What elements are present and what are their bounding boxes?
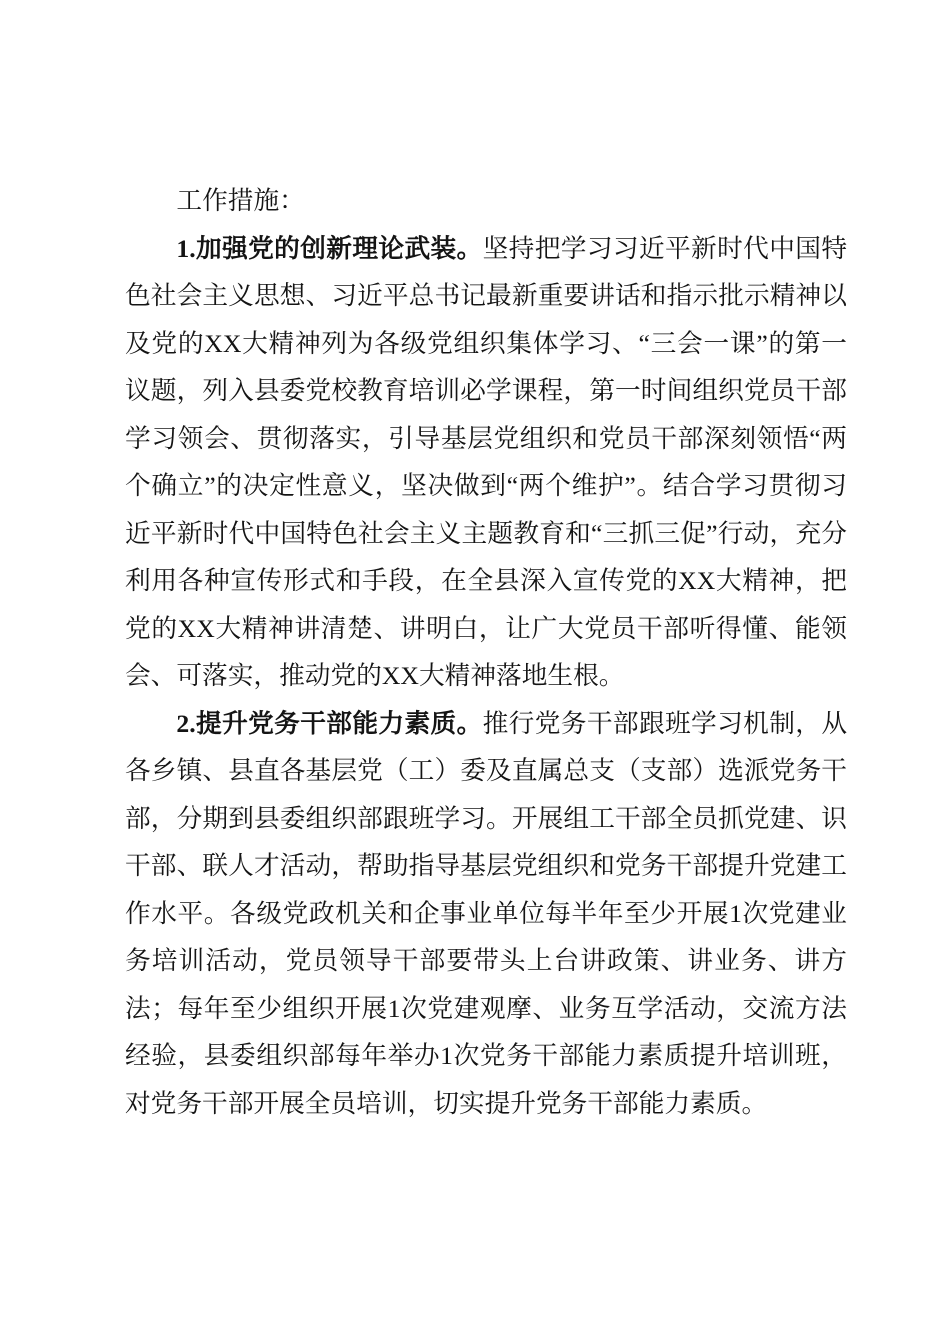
intro-text: 工作措施： (176, 186, 305, 215)
paragraph-2 (125, 700, 847, 1128)
intro-line (125, 177, 847, 225)
paragraph-1 (125, 225, 847, 700)
paragraph-2-heading: 2.提升党务干部能力素质。 (176, 708, 483, 738)
document-body (125, 177, 847, 1127)
paragraph-1-body: 坚持把学习习近平新时代中国特色社会主义思想、习近平总书记最新重要讲话和指示批示精神以及党的XX大精神列为各级党组织集体学习、“三会一课”的第一议题，列入县委党校教育培训必学课程，第一时间组织党员干部学习领会、贯彻落实，引导基层党组织和党员干部深刻领悟“两个确立”的决定性意义，坚决做到“两个维护”。结合学习贯彻习近平新时代中国特色社会主义主题教育和“三抓三促”行动，充分利用各种宣传形式和手段，在全县深入宣传党的XX大精神，把党的XX大精神讲清楚、讲明白，让广大党员干部听得懂、能领会、可落实，推动党的XX大精神落地生根。 (125, 233, 848, 690)
paragraph-2-body: 推行党务干部跟班学习机制，从各乡镇、县直各基层党（工）委及直属总支（支部）选派党务干部，分期到县委组织部跟班学习。开展组工干部全员抓党建、识干部、联人才活动，帮助指导基层党组织和党务干部提升党建工作水平。各级党政机关和企事业单位每半年至少开展1次党建业务培训活动，党员领导干部要带头上台讲政策、讲业务、讲方法；每年至少组织开展1次党建观摩、业务互学活动，交流方法经验，县委组织部每年举办1次党务干部能力素质提升培训班，对党务干部开展全员培训，切实提升党务干部能力素质。 (125, 708, 848, 1118)
paragraph-1-heading: 1.加强党的创新理论武装。 (176, 233, 483, 263)
